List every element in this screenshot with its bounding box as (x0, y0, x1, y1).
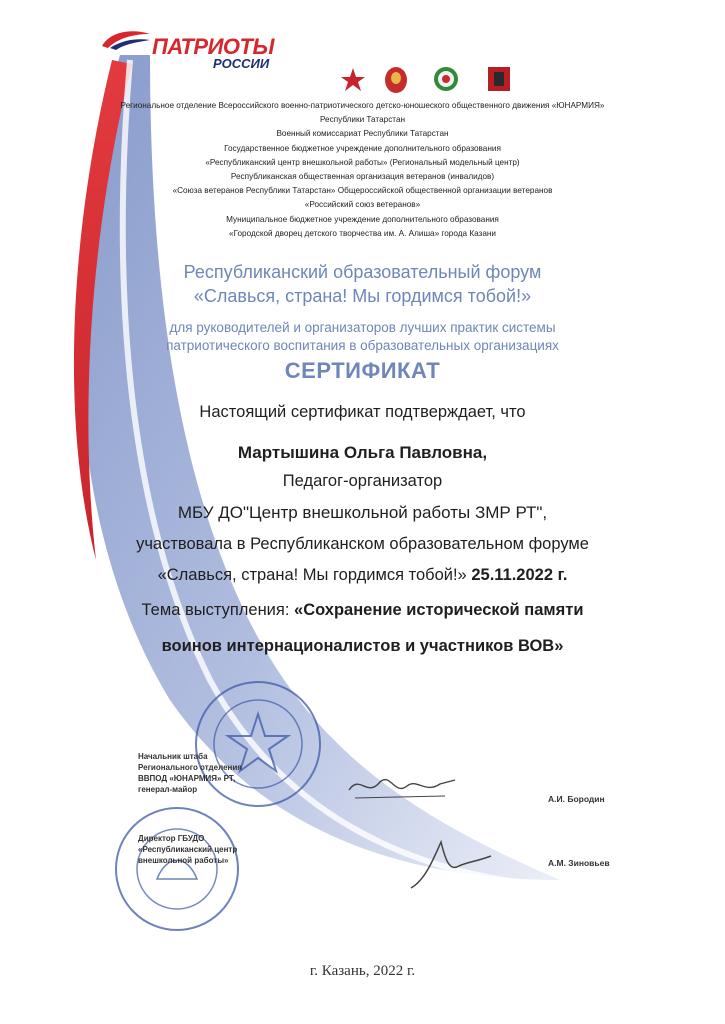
org-line: Государственное бюджетное учреждение дополнительного образования (224, 143, 501, 153)
topic-label: Тема выступления: (141, 601, 290, 619)
signatory-1-name: А.И. Бородин (548, 794, 605, 804)
participation-text: участвовала в Республиканском образовательном форуме (136, 535, 589, 553)
forum-date: 25.11.2022 г. (471, 566, 568, 584)
red-emblem-icon (383, 64, 409, 94)
recipient-organization: МБУ ДО"Центр внешкольной работы ЗМР РТ", (177, 503, 548, 522)
org-line: Республиканская общественная организация ветеранов (инвалидов) (230, 172, 495, 182)
topic-title-2: воинов интернационалистов и участников ВОВ» (161, 637, 564, 655)
sig-title-line: генерал-майор (138, 785, 198, 794)
footer-city-year: г. Казань, 2022 г. (309, 963, 416, 979)
patriots-logo-icon (100, 28, 152, 50)
confirm-text: Настоящий сертификат подтверждает, что (199, 403, 526, 421)
org-line: Региональное отделение Всероссийского военно-патриотического детско-юношеского общественного движения «ЮНАРМИЯ» (120, 101, 605, 110)
org-line: Республики Татарстан (319, 115, 406, 125)
certificate-heading: СЕРТИФИКАТ (284, 358, 441, 383)
sig-title-line: ВВПОД «ЮНАРМИЯ» РТ, (138, 774, 236, 783)
yunarmia-star-icon (339, 66, 367, 94)
sig-title-line: Начальник штаба (138, 752, 208, 761)
topic-title-1: «Сохранение исторической памяти (294, 601, 584, 619)
forum-title: Республиканский образовательный форум (183, 262, 542, 282)
recipient-position: Педагог-организатор (282, 472, 443, 490)
logo-title: ПАТРИОТЫ (152, 34, 274, 59)
signatory-2-name: А.М. Зиновьев (548, 858, 610, 868)
forum-name: «Славься, страна! Мы гордимся тобой!» (157, 566, 467, 584)
logo-subtitle: РОССИИ (213, 56, 270, 71)
org-line: Муниципальное бюджетное учреждение дополнительного образования (226, 214, 499, 224)
sig-title-line: Регионального отделения (138, 763, 242, 772)
org-line: «Союза ветеранов Республики Татарстан» Общероссийской общественной организации ветеранов (172, 186, 553, 196)
sig-title-line: внешкольной работы» (138, 856, 229, 865)
red-square-emblem-icon (487, 66, 511, 92)
recipient-name: Мартышина Ольга Павловна, (237, 443, 488, 462)
sig-title-line: Директор ГБУДО (138, 834, 205, 843)
forum-line (0, 566, 725, 585)
topic-line-1 (0, 601, 725, 620)
signatory-2-title (138, 833, 237, 866)
org-line: Военный комиссариат Республики Татарстан (276, 129, 449, 139)
signatory-1-title (138, 751, 242, 795)
signature-2-icon (405, 832, 500, 894)
rcvr-stamp-icon (112, 804, 242, 934)
org-line: «Городской дворец детского творчества им. А. Алиша» города Казани (229, 228, 496, 238)
tatarstan-emblem-icon (433, 66, 459, 92)
org-line: «Республиканский центр внешкольной работы» (Региональный модельный центр) (205, 157, 520, 167)
organizations-list (0, 99, 725, 241)
forum-subtitle-2: патриотического воспитания в образовательных организациях (166, 338, 559, 353)
sig-title-line: «Республиканский центр (138, 845, 238, 854)
forum-subtitle-1: для руководителей и организаторов лучших практик системы (169, 320, 556, 335)
signature-1-icon (345, 768, 460, 808)
forum-slogan: «Славься, страна! Мы гордимся тобой!» (193, 286, 532, 306)
org-line: «Российский союз ветеранов» (304, 200, 421, 210)
